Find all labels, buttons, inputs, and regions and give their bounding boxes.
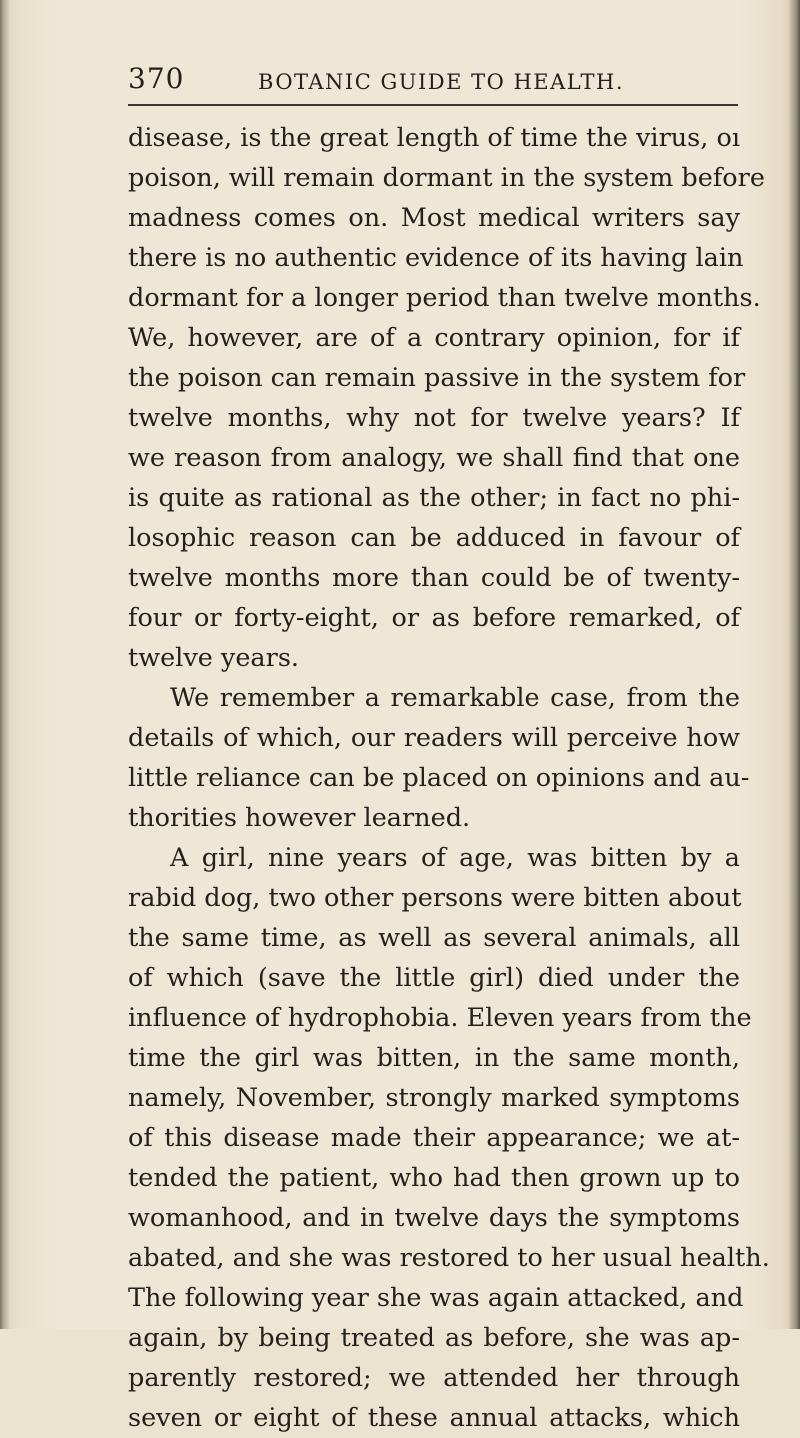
text-line: the same time, as well as several animals, all bbox=[128, 923, 740, 953]
text-line: twelve months, why not for twelve years? If bbox=[128, 403, 740, 433]
page-number: 370 bbox=[128, 62, 185, 95]
text-line: disease, is the great length of time the virus, oı bbox=[128, 123, 740, 153]
header-rule bbox=[128, 104, 738, 106]
text-line: four or forty-eight, or as before remarked, of bbox=[128, 603, 740, 633]
text-line: dormant for a longer period than twelve months. bbox=[128, 283, 761, 313]
text-line: details of which, our readers will perceive how bbox=[128, 723, 740, 753]
page-header bbox=[128, 62, 738, 102]
text-line: abated, and she was restored to her usual health. bbox=[128, 1243, 770, 1273]
text-line: twelve years. bbox=[128, 643, 300, 673]
page-right-edge bbox=[788, 0, 800, 1329]
text-line: time the girl was bitten, in the same month, bbox=[128, 1043, 740, 1073]
text-line: madness comes on. Most medical writers say bbox=[128, 203, 740, 233]
text-line: thorities however learned. bbox=[128, 803, 471, 833]
text-line: is quite as rational as the other; in fact no phi- bbox=[128, 483, 740, 513]
text-line: tended the patient, who had then grown up to bbox=[128, 1163, 740, 1193]
running-title: BOTANIC GUIDE TO HEALTH. bbox=[258, 70, 625, 94]
text-line: womanhood, and in twelve days the symptoms bbox=[128, 1203, 740, 1233]
text-line: parently restored; we attended her through bbox=[128, 1363, 740, 1393]
page-binding-edge bbox=[0, 0, 10, 1329]
text-line: rabid dog, two other persons were bitten about bbox=[128, 883, 742, 913]
text-line: there is no authentic evidence of its having lain bbox=[128, 243, 744, 273]
text-line: We remember a remarkable case, from the bbox=[170, 683, 740, 713]
text-line: A girl, nine years of age, was bitten by a bbox=[170, 843, 740, 873]
text-line: of this disease made their appearance; we at- bbox=[128, 1123, 740, 1153]
text-line: seven or eight of these annual attacks, which bbox=[128, 1403, 740, 1433]
body-text bbox=[128, 118, 770, 1438]
text-line: namely, November, strongly marked symptoms bbox=[128, 1083, 740, 1113]
text-line: twelve months more than could be of twenty- bbox=[128, 563, 740, 593]
text-line: of which (save the little girl) died under the bbox=[128, 963, 740, 993]
text-line: again, by being treated as before, she was ap- bbox=[128, 1323, 740, 1353]
text-line: influence of hydrophobia. Eleven years from the bbox=[128, 1003, 752, 1033]
text-line: little reliance can be placed on opinions and au- bbox=[128, 763, 750, 793]
text-line: poison, will remain dormant in the system before bbox=[128, 163, 765, 193]
text-line: we reason from analogy, we shall find that one bbox=[128, 443, 740, 473]
text-line: losophic reason can be adduced in favour of bbox=[128, 523, 740, 553]
text-line: the poison can remain passive in the system for bbox=[128, 363, 746, 393]
text-line: We, however, are of a contrary opinion, for if bbox=[128, 323, 740, 353]
text-line: The following year she was again attacked, and bbox=[128, 1283, 744, 1313]
